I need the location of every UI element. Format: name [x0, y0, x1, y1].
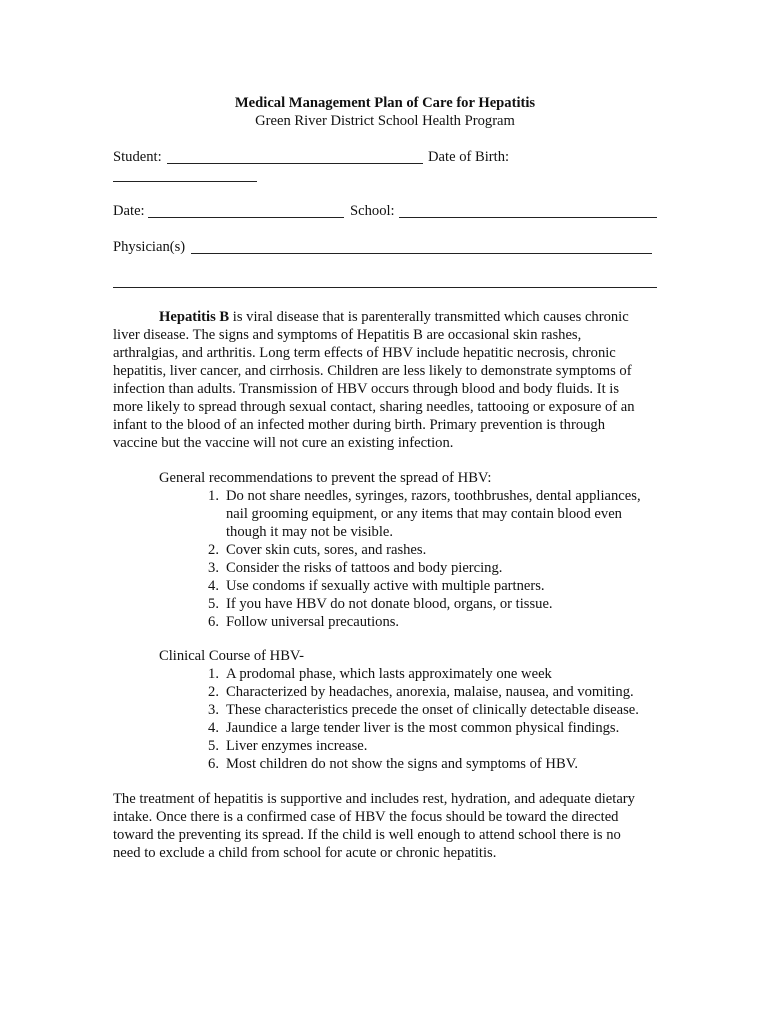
- list-number: 5.: [208, 596, 219, 612]
- treatment-line: intake. Once there is a confirmed case of HBV the focus should be toward the directed: [113, 809, 619, 825]
- list-text: Characterized by headaches, anorexia, malaise, nausea, and vomiting.: [226, 684, 634, 700]
- list-text: though it may not be visible.: [226, 524, 394, 540]
- student-field[interactable]: [167, 163, 423, 164]
- list-text: If you have HBV do not donate blood, organs, or tissue.: [226, 596, 553, 612]
- student-label: Student:: [113, 149, 162, 165]
- school-label: School:: [350, 203, 395, 219]
- treatment-line: need to exclude a child from school for acute or chronic hepatitis.: [113, 845, 497, 861]
- list-text: Do not share needles, syringes, razors, toothbrushes, dental appliances,: [226, 488, 641, 504]
- intro-line: infection than adults. Transmission of HBV occurs through blood and body fluids. It is: [113, 381, 620, 397]
- recommendations-heading: General recommendations to prevent the spread of HBV:: [159, 470, 492, 486]
- school-field[interactable]: [399, 217, 657, 218]
- list-number: 3.: [208, 702, 219, 718]
- intro-line-1: [113, 308, 673, 326]
- dob-label: Date of Birth:: [428, 149, 510, 165]
- date-label: Date:: [113, 203, 145, 219]
- intro-paragraph: [113, 308, 673, 452]
- document-title: Medical Management Plan of Care for Hepatitis: [234, 95, 536, 111]
- list-text: Liver enzymes increase.: [226, 738, 368, 754]
- physician-field[interactable]: [191, 253, 652, 254]
- date-field[interactable]: [148, 217, 344, 218]
- list-text: nail grooming equipment, or any items that may contain blood even: [226, 506, 622, 522]
- list-number: 3.: [208, 560, 219, 576]
- list-text: Use condoms if sexually active with multiple partners.: [226, 578, 545, 594]
- list-number: 5.: [208, 738, 219, 754]
- list-number: 4.: [208, 720, 219, 736]
- intro-line-1-rest: is viral disease that is parenterally transmitted which causes chronic: [229, 309, 629, 325]
- treatment-line: toward the preventing its spread. If the child is well enough to attend school there is no: [113, 827, 621, 843]
- list-text: A prodomal phase, which lasts approximately one week: [226, 666, 552, 682]
- treatment-paragraph: [113, 790, 673, 862]
- list-number: 1.: [208, 666, 219, 682]
- list-text: These characteristics precede the onset of clinically detectable disease.: [226, 702, 639, 718]
- intro-line: infant to the blood of an infected mother during birth. Primary prevention is through: [113, 417, 606, 433]
- list-number: 2.: [208, 684, 219, 700]
- intro-line: more likely to spread through sexual contact, sharing needles, tattooing or exposure of an: [113, 399, 635, 415]
- document-subtitle: Green River District School Health Program: [255, 113, 515, 129]
- clinical-heading: Clinical Course of HBV-: [159, 648, 304, 664]
- hepatitis-b-term: Hepatitis B: [159, 309, 230, 325]
- list-number: 4.: [208, 578, 219, 594]
- list-text: Cover skin cuts, sores, and rashes.: [226, 542, 427, 558]
- list-text: Most children do not show the signs and symptoms of HBV.: [226, 756, 579, 772]
- list-text: Consider the risks of tattoos and body piercing.: [226, 560, 503, 576]
- separator-line: [113, 287, 657, 288]
- dob-field[interactable]: [113, 181, 257, 182]
- treatment-line: The treatment of hepatitis is supportive and includes rest, hydration, and adequate dietary: [113, 791, 635, 807]
- intro-line: arthralgias, and arthritis. Long term effects of HBV include hepatitic necrosis, chronic: [113, 345, 616, 361]
- list-text: Follow universal precautions.: [226, 614, 400, 630]
- physician-label: Physician(s): [113, 239, 186, 255]
- list-number: 1.: [208, 488, 219, 504]
- list-number: 6.: [208, 756, 219, 772]
- intro-line: hepatitis, liver cancer, and cirrhosis. Children are less likely to demonstrate symptoms of: [113, 363, 632, 379]
- intro-line: liver disease. The signs and symptoms of Hepatitis B are occasional skin rashes,: [113, 327, 582, 343]
- intro-line: vaccine but the vaccine will not cure an existing infection.: [113, 435, 454, 451]
- list-text: Jaundice a large tender liver is the most common physical findings.: [226, 720, 620, 736]
- list-number: 2.: [208, 542, 219, 558]
- list-number: 6.: [208, 614, 219, 630]
